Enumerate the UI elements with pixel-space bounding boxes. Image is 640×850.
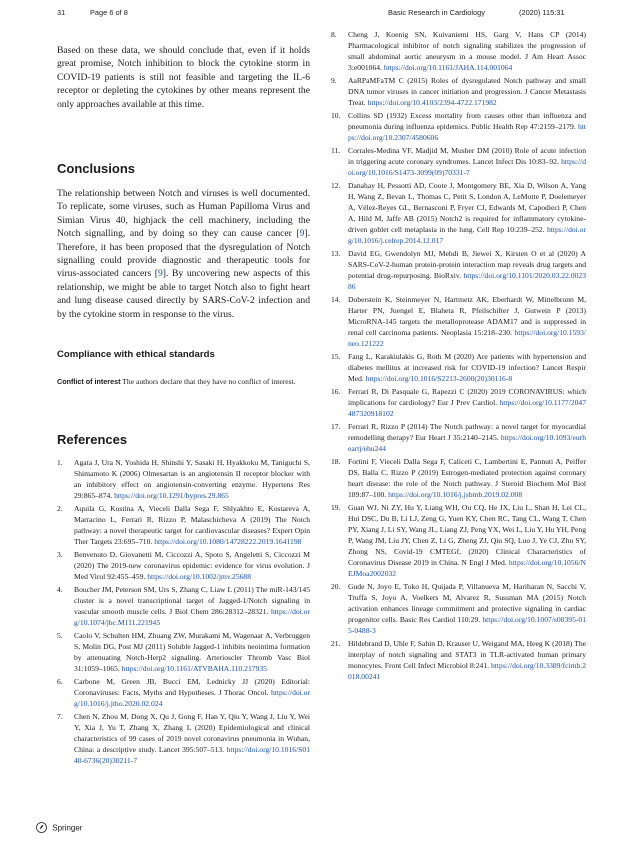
reference-text: Cheng J, Koenig SN, Kuivaniemi HS, Garg V, Hans CP (2014) Pharmacological inhibitor of notch signaling stabilizes the progression of small abdominal aortic aneurysm in a mouse model. J Am Heart Assoc 3:e001064. xyxy=(348,30,586,72)
doi-link[interactable]: https://doi.org/10.1016/j.jtho.2020.02.024 xyxy=(74,688,310,708)
reference-number: 8. xyxy=(331,30,337,39)
doi-link[interactable]: https://doi.org/10.1074/jbc.M111.221945 xyxy=(74,606,310,627)
conflict-of-interest: Conflict of interest The authors declare that they have no conflict of interest. xyxy=(57,377,296,386)
citation: (2020) 115:31 xyxy=(519,8,565,17)
reference-number: 15. xyxy=(331,352,341,362)
reference-number: 21. xyxy=(331,639,341,649)
intro-paragraph: Based on these data, we should conclude that, even if it holds great promise, Notch inhibition to block the cytokine storm in COVID-19 patients is still not feasible and targeting the IL-6 receptor or depleting the cytokines by other means represent the only approaches available at this time. xyxy=(57,45,310,110)
doi-link[interactable]: https://doi.org/10.3389/fcimb.2018.00241 xyxy=(348,660,586,681)
reference-item xyxy=(57,712,310,767)
reference-text: Gude N, Joyo E, Toko H, Quijada P, Villanueva M, Hariharan N, Sacchi V, Truffa S, Joyo A, Voelkers M, Alvarez R, Sussman MA (2015) Notch activation enhances lineage commitment and protective signaling in cardiac progenitor cells. Basic Res Cardiol 110:29. xyxy=(348,582,586,624)
conclusions-paragraph: The relationship between Notch and viruses is well documented. To replicate, some viruses, such as Human Papilloma Virus and Simian Virus 40, highjack the cell machinery, including the Notch signalling, and by doing so they can cause cancer [9]. Therefore, it has been proposed that the dysregulation of Notch signalling could provide diagnostic and therapeutic tools for virus-associated cancers [9]. By uncovering new aspects of this relationship, we might be able to target Notch also to fight heart and lung disease caused directly by SARS-CoV-2 infection and by the cytokine storm in response to the virus. xyxy=(57,188,310,320)
reference-number: 4. xyxy=(57,585,63,595)
reference-item xyxy=(57,504,310,548)
reference-number: 13. xyxy=(331,249,341,259)
reference-text: Benvenuto D, Giovanetti M, Ciccozzi A, Spoto S, Angeletti S, Ciccozzi M (2020) The 2019-new coronavirus epidemic: evidence for virus evolution. J Med Virol 92:455–459. xyxy=(74,550,310,581)
references-heading: References xyxy=(57,432,128,447)
reference-number: 20. xyxy=(331,582,341,592)
page-number: Page 6 of 8 xyxy=(90,8,128,17)
citation-link[interactable]: 9 xyxy=(158,268,163,280)
reference-item xyxy=(331,639,586,683)
reference-text: Carbone M, Green JB, Bucci EM, Lednicky JJ (2020) Editorial: Coronaviruses: Facts, Myths and Hypotheses. J Thorac Oncol. xyxy=(74,677,310,698)
doi-link[interactable]: https://doi.org/10.1002/jmv.25688 xyxy=(147,571,252,581)
reference-number: 17. xyxy=(331,422,341,432)
doi-link[interactable]: https://doi.org/10.1016/j.jsbmb.2019.02.008 xyxy=(388,490,523,500)
reference-item xyxy=(331,457,586,501)
reference-item xyxy=(331,387,586,420)
reference-item xyxy=(331,30,586,74)
reference-number: 5. xyxy=(57,631,63,641)
doi-link[interactable]: https://doi.org/10.2307/4580606 xyxy=(348,122,586,142)
reference-text: Caolo V, Schulten HM, Zhuang ZW, Murakami M, Wagenaar A, Verbruggen S, Molin DG, Post MJ (2011) Soluble Jagged-1 inhibits neointima formation by attenuating Notch-Herp2 signaling. Arterioscler Thromb Vasc Biol 31:1059–1065. xyxy=(74,631,310,673)
reference-item xyxy=(331,76,586,109)
doi-link[interactable]: https://doi.org/10.4103/2394-4722.171982 xyxy=(367,97,497,107)
right-column xyxy=(331,30,586,685)
reference-text: Hildebrand D, Uhle F, Sahin D, Krauser U, Weigand MA, Heeg K (2018) The interplay of notch signaling and STAT3 in TLR-activated human primary monocytes. Front Cell Infect Microbiol 8:241. xyxy=(348,639,586,670)
reference-item xyxy=(57,550,310,583)
reference-number: 11. xyxy=(331,146,341,156)
publisher-footer xyxy=(36,822,82,835)
reference-item xyxy=(331,181,586,246)
reference-text: Aquila G, Kostina A, Vieceli Dalla Sega F, Shlyakhto E, Kostareva A, Marracino L, Ferrari R, Rizzo P, Malaschicheva A (2019) The Notch pathway: a novel therapeutic target for cardiovascular diseases? Expert Opin Ther Targets 23:695–710. xyxy=(74,504,310,546)
reference-number: 6. xyxy=(57,677,63,687)
reference-item xyxy=(331,422,586,455)
reference-text: Guan WJ, Ni ZY, Hu Y, Liang WH, Ou CQ, He JX, Liu L, Shan H, Lei CL, Hui DSC, Du B, Li LJ, Zeng G, Yuen KY, Chen RC, Tang CL, Wang T, Chen PY, Xiang J, Li SY, Wang JL, Liang ZJ, Peng YX, Wei L, Liu Y, Hu YH, Peng P, Wang JM, Liu JY, Chen Z, Li G, Zheng ZJ, Qiu SQ, Luo J, Ye CJ, Zhu SY, Zhong NS, Covid-19 CMTEGf, (2020) Clinical Characteristics of Coronavirus Disease 2019 in China. N Engl J Med. xyxy=(348,503,586,567)
reference-item xyxy=(331,146,586,179)
left-column xyxy=(57,44,310,765)
reference-text: Ferrari R, Di Pasquale G, Rapezzi C (2020) 2019 CORONAVIRUS: which implications for cardiology? Eur J Prev Cardiol. xyxy=(348,387,586,408)
reference-text: Danahay H, Pessotti AD, Coote J, Montgomery BE, Xia D, Wilson A, Yang H, Wang Z, Bevan L, Thomas C, Petit S, London A, LeMotte P, Doelemeyer A, Vélez-Reyes GL, Bernasconi P, Fryer CJ, Edwards M, Capodieci P, Chen A, Hild M, Jaffe AB (2015) Notch2 is required for inflammatory cytokine-driven goblet cell metaplasia in the lung. Cell Rep 10:239–252. xyxy=(348,181,586,234)
reference-item xyxy=(331,295,586,350)
references-list-left xyxy=(57,458,310,769)
reference-item xyxy=(331,503,586,579)
reference-text: Chen N, Zhou M, Dong X, Qu J, Gong F, Han Y, Qiu Y, Wang J, Liu Y, Wei Y, Xia J, Yu T, Zhang X, Zhang L (2020) Epidemiological and clinical characteristics of 99 cases of 2019 novel coronavirus pneumonia in Wuhan, China: a descriptive study. Lancet 395:507–513. xyxy=(74,712,310,754)
reference-text: Fortini F, Vieceli Dalla Sega F, Caliceti C, Lambertini E, Pannuti A, Peiffer DS, Balla C, Rizzo P (2019) Estrogen-mediated protection against coronary heart disease: the role of the Notch pathway. J Steroid Biochem Mol Biol 189:87–100. xyxy=(348,457,586,500)
doi-link[interactable]: https://doi.org/10.1291/hypres.29.865 xyxy=(114,490,229,500)
doi-link[interactable]: https://doi.org/10.1016/S1473-3099(09)70331-7 xyxy=(348,157,586,178)
reference-text: Corrales-Medina VF, Madjid M, Musher DM (2010) Role of acute infection in triggering acute coronary syndromes. Lancet Infect Dis 10:83–92. xyxy=(348,146,586,167)
conclusions-heading: Conclusions xyxy=(57,161,136,176)
publisher-name: Springer xyxy=(52,823,83,833)
reference-number: 18. xyxy=(331,457,341,467)
reference-item xyxy=(331,582,586,637)
doi-link[interactable]: https://doi.org/10.1161/ATVBAHA.110.217935 xyxy=(121,663,267,673)
doi-link[interactable]: https://doi.org/10.1080/14728222.2019.1641198 xyxy=(154,536,302,546)
reference-text: Boucher JM, Peterson SM, Urs S, Zhang C, Liaw L (2011) The miR-143/145 cluster is a novel transcriptional target of Jagged-1/Notch signaling in vascular smooth muscle cells. J Biol Chem 286:28312–28321. xyxy=(74,585,310,616)
doi-link[interactable]: https://doi.org/10.1161/JAHA.114.001064 xyxy=(383,62,513,72)
reference-text: Doberstein K, Steinmeyer N, Hartmetz AK, Eberhardt W, Mittelbronn M, Harter PN, Juengel E, Blaheta R, Pfeilschifter J, Gutwein P (2013) MicroRNA-145 targets the metalloprotease ADAM17 and is suppressed in renal cell carcinoma patients. Neoplasia 15:218–230. xyxy=(348,295,586,337)
reference-number: 9. xyxy=(331,76,337,86)
reference-number: 1. xyxy=(57,458,63,467)
doi-link[interactable]: https://doi.org/10.1016/S2213-2600(20)30116-8 xyxy=(365,373,513,383)
reference-number: 12. xyxy=(331,181,341,191)
citation-link[interactable]: 9 xyxy=(299,228,305,240)
doi-link[interactable]: https://doi.org/10.1093/eurheartj/ehu244 xyxy=(348,433,586,454)
reference-text: David EG, Gwendolyn MJ, Mehdi B, Jiewei X, Kirsten O et al (2020) A SARS-CoV-2-human protein-protein interaction map reveals drug targets and potential drug-repurposing. BioRxiv. xyxy=(348,249,586,280)
doi-link[interactable]: https://doi.org/10.1007/s00395-015-0488-3 xyxy=(348,614,586,635)
reference-text: Ferrari R, Rizzo P (2014) The Notch pathway: a novel target for myocardial remodelling therapy? Eur Heart J 35:2140–2145. xyxy=(348,422,586,443)
reference-number: 10. xyxy=(331,111,341,121)
journal-name: Basic Research in Cardiology xyxy=(388,8,485,17)
reference-item xyxy=(57,585,310,629)
reference-text: Agata J, Ura N, Yoshida H, Shinshi Y, Sasaki H, Hyakkoku M, Taniguchi S, Shimamoto K (2006) Olmesartan is an angiotensin II receptor blocker with an inhibitory effect on angiotensin-converting enzyme. Hypertens Res 29:865–874. xyxy=(74,458,310,500)
reference-number: 7. xyxy=(57,712,63,722)
reference-item xyxy=(57,677,310,710)
doi-link[interactable]: https://doi.org/10.1016/j.celrep.2014.12.017 xyxy=(348,224,586,245)
reference-item xyxy=(331,111,586,144)
springer-logo-icon xyxy=(36,822,47,835)
reference-number: 3. xyxy=(57,550,63,560)
reference-number: 2. xyxy=(57,504,63,514)
coi-label: Conflict of interest xyxy=(57,377,121,386)
reference-item xyxy=(57,631,310,675)
ethics-heading: Compliance with ethical standards xyxy=(57,349,215,360)
reference-item xyxy=(331,352,586,385)
reference-text: Collins SD (1932) Excess mortality from causes other than influenza and pneumonia during influenza epidemics. Public Health Rep 47:2159–2179. xyxy=(348,111,586,132)
article-number: 31 xyxy=(57,8,66,17)
doi-link[interactable]: https://doi.org/10.1101/2020.03.22.002386 xyxy=(348,270,586,291)
reference-item xyxy=(57,458,310,502)
reference-text: Fang L, Karakiulakis G, Roth M (2020) Are patients with hypertension and diabetes mellitus at increased risk for COVID-19 infection? Lancet Respir Med. xyxy=(348,352,586,383)
references-list-right xyxy=(331,30,586,683)
running-header xyxy=(0,8,640,22)
reference-text: AaRPaMFaTM C (2015) Roles of dysregulated Notch pathway and small DNA tumor viruses in cancer initiation and progression. J Cancer Metastasis Treat. xyxy=(348,76,586,107)
reference-number: 14. xyxy=(331,295,341,305)
doi-link[interactable]: https://doi.org/10.1056/NEJMoa2002032 xyxy=(348,557,586,578)
doi-link[interactable]: https://doi.org/10.1177/2047487320918102 xyxy=(348,398,586,419)
reference-number: 16. xyxy=(331,387,341,397)
reference-item xyxy=(331,249,586,293)
doi-link[interactable]: https://doi.org/10.1593/neo.121222 xyxy=(348,327,586,348)
doi-link[interactable]: https://doi.org/10.1016/S0140-6736(20)30211-7 xyxy=(74,745,310,765)
reference-number: 19. xyxy=(331,503,341,513)
